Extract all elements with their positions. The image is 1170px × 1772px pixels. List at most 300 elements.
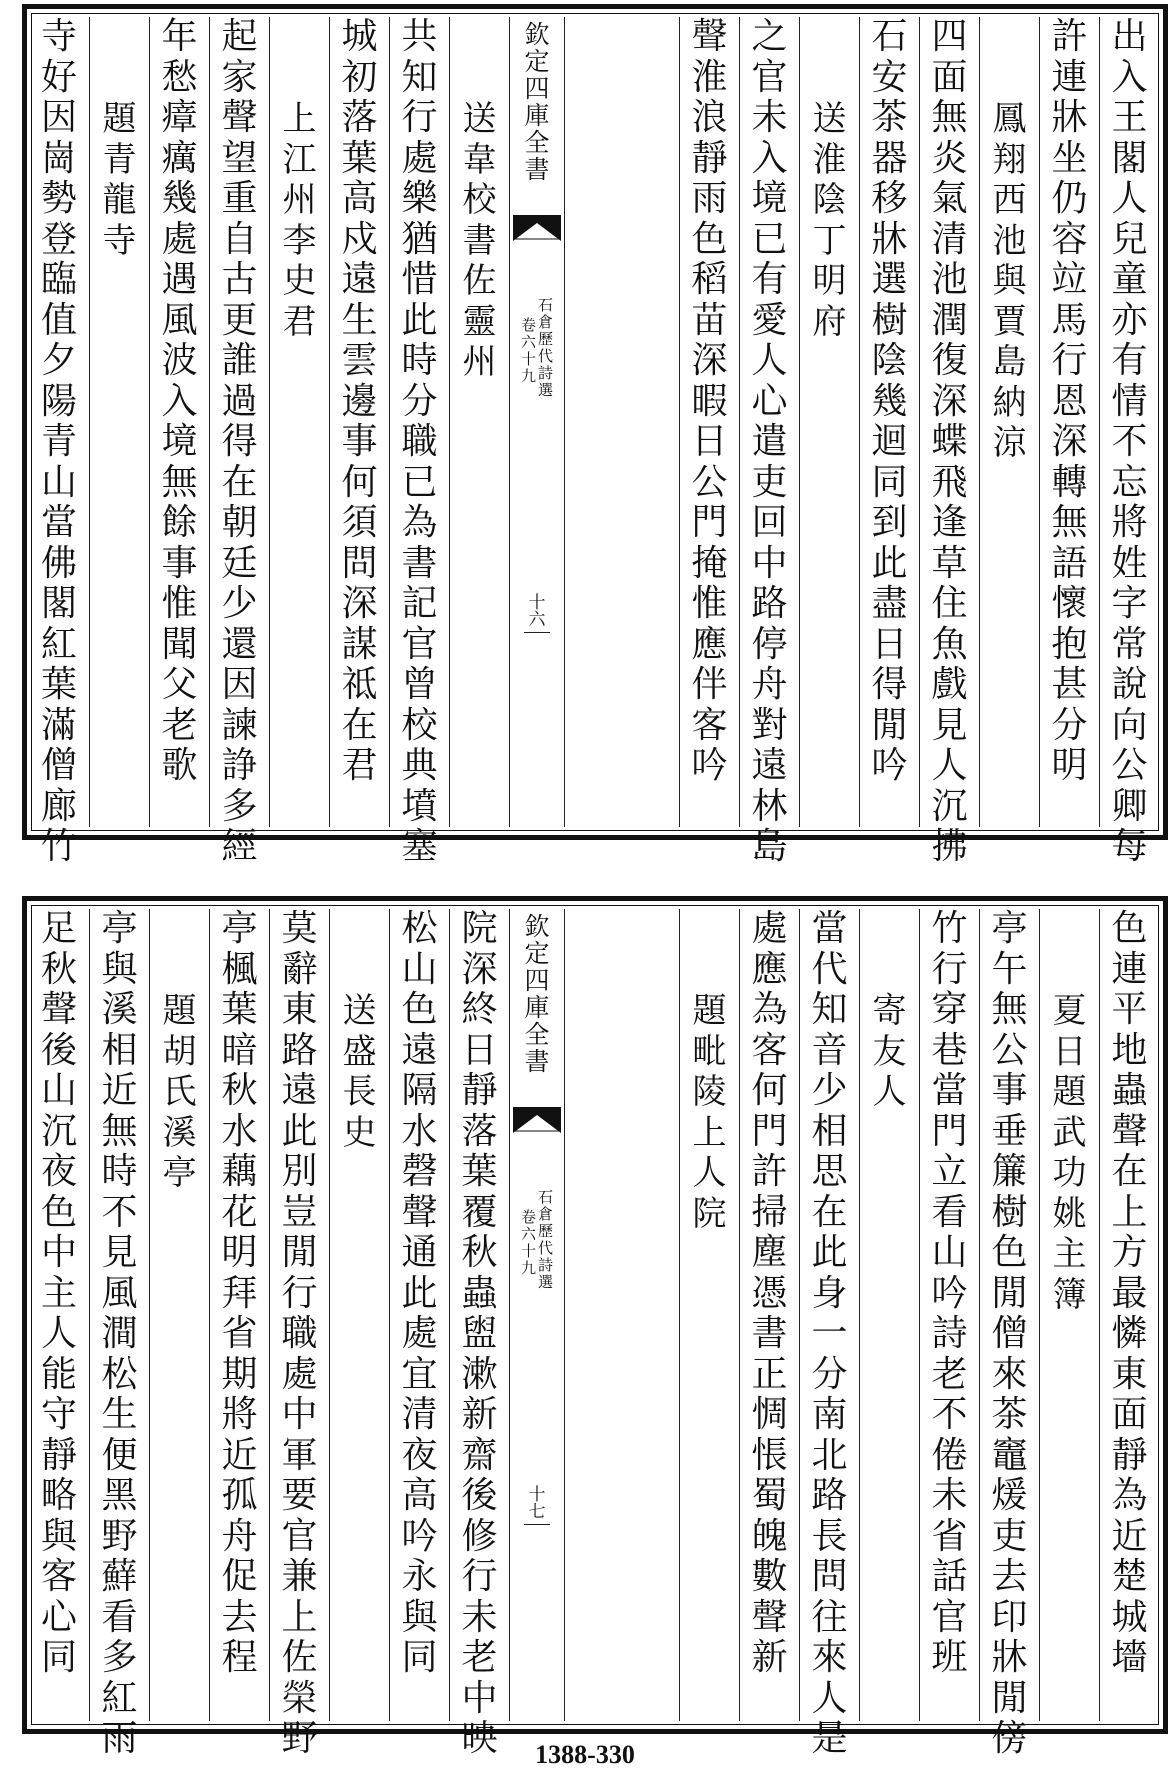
text-glyph: 吟 xyxy=(871,745,908,786)
text-glyph: 後 xyxy=(461,1475,498,1516)
text-glyph: 入 xyxy=(161,380,198,422)
text-glyph: 廷 xyxy=(221,542,258,584)
poem-text-column xyxy=(29,16,89,867)
text-glyph: 移 xyxy=(871,178,908,219)
book-name-char: 詩 xyxy=(538,364,554,382)
text-glyph: 院 xyxy=(692,1193,727,1234)
text-glyph: 夕 xyxy=(40,340,77,381)
text-glyph: 音 xyxy=(811,1029,848,1071)
text-glyph: 閣 xyxy=(40,583,77,624)
text-glyph: 人 xyxy=(1111,178,1148,219)
leaf-number-char: 十 xyxy=(528,1485,546,1505)
text-glyph: 促 xyxy=(221,1556,258,1597)
text-glyph: 此 xyxy=(871,542,908,584)
text-glyph: 校 xyxy=(401,704,438,746)
text-glyph: 地 xyxy=(1111,1029,1148,1071)
text-glyph: 回 xyxy=(751,502,788,543)
text-glyph: 別 xyxy=(281,1151,318,1192)
text-glyph: 馬 xyxy=(1051,299,1088,341)
text-glyph: 平 xyxy=(1111,989,1148,1030)
poem-text-column xyxy=(739,16,799,867)
text-glyph: 路 xyxy=(751,583,788,624)
text-glyph: 胡 xyxy=(162,1031,197,1072)
text-glyph: 吟 xyxy=(401,1515,438,1557)
text-glyph: 過 xyxy=(221,380,258,422)
text-glyph: 客 xyxy=(40,1556,77,1597)
text-glyph: 與 xyxy=(40,1515,77,1557)
leaf-number-char: 十 xyxy=(528,593,546,613)
poem-text-column xyxy=(149,17,209,827)
text-glyph: 史 xyxy=(282,261,317,301)
text-glyph: 吏 xyxy=(991,1515,1028,1557)
text-glyph: 因 xyxy=(40,97,77,138)
text-glyph: 傍 xyxy=(991,1718,1028,1759)
poem-text-column xyxy=(679,17,739,827)
text-glyph: 寄 xyxy=(872,991,907,1031)
text-glyph: 葉 xyxy=(341,137,378,179)
text-glyph: 簾 xyxy=(991,1151,1028,1192)
text-glyph: 浪 xyxy=(691,97,728,138)
text-glyph: 煖 xyxy=(991,1475,1028,1516)
poem-title-column xyxy=(149,909,209,1721)
text-glyph: 有 xyxy=(1111,340,1148,381)
text-glyph: 家 xyxy=(221,56,258,98)
text-glyph: 沉 xyxy=(931,785,968,827)
text-glyph: 癘 xyxy=(161,137,198,179)
text-glyph: 事 xyxy=(161,542,198,584)
text-glyph: 亦 xyxy=(1111,299,1148,341)
text-glyph: 在 xyxy=(811,1191,848,1233)
text-glyph: 去 xyxy=(221,1596,258,1638)
volume-label xyxy=(521,317,536,399)
collection-title-char: 定 xyxy=(524,47,550,76)
text-glyph: 拜 xyxy=(221,1272,258,1314)
text-glyph: 島 xyxy=(751,826,788,867)
text-glyph: 色 xyxy=(401,989,438,1030)
text-glyph: 佐 xyxy=(281,1637,318,1678)
text-glyph: 溪 xyxy=(162,1112,197,1153)
text-glyph: 竹 xyxy=(931,908,968,949)
text-glyph: 主 xyxy=(1052,1234,1087,1274)
text-glyph: 長 xyxy=(342,1072,377,1112)
book-name-char: 代 xyxy=(538,347,554,365)
text-glyph: 祗 xyxy=(341,664,378,705)
text-glyph: 暗 xyxy=(221,1029,258,1071)
text-glyph: 李 xyxy=(282,220,317,261)
text-glyph: 應 xyxy=(691,623,728,665)
text-glyph: 葉 xyxy=(221,989,258,1030)
text-glyph: 茶 xyxy=(991,1394,1028,1435)
text-glyph: 路 xyxy=(811,1475,848,1516)
text-glyph: 中 xyxy=(751,542,788,584)
text-glyph: 代 xyxy=(811,948,848,990)
text-glyph: 好 xyxy=(40,56,77,98)
text-glyph: 長 xyxy=(811,1515,848,1557)
leaf-number xyxy=(510,595,564,633)
text-glyph: 愛 xyxy=(751,299,788,341)
text-glyph: 處 xyxy=(161,218,198,260)
text-glyph: 午 xyxy=(991,948,1028,990)
text-glyph: 不 xyxy=(931,1394,968,1435)
text-glyph: 重 xyxy=(221,178,258,219)
text-glyph: 抱 xyxy=(1051,623,1088,665)
text-glyph: 人 xyxy=(751,340,788,381)
book-name-label xyxy=(538,1189,553,1291)
text-glyph: 餘 xyxy=(161,502,198,543)
text-glyph: 同 xyxy=(871,461,908,503)
text-glyph: 深 xyxy=(931,380,968,422)
text-glyph: 與 xyxy=(101,948,138,990)
poem-text-column xyxy=(1099,909,1159,1721)
fishtail-mark-icon xyxy=(513,1107,561,1133)
text-glyph: 書 xyxy=(462,220,497,261)
text-glyph: 復 xyxy=(931,340,968,381)
text-glyph: 林 xyxy=(751,785,788,827)
text-glyph: 亭 xyxy=(162,1153,197,1193)
text-glyph: 生 xyxy=(101,1394,138,1435)
text-glyph: 色 xyxy=(1111,908,1148,949)
text-glyph: 對 xyxy=(751,704,788,746)
text-glyph: 連 xyxy=(1111,948,1148,990)
text-glyph: 池 xyxy=(931,259,968,300)
volume-char: 十 xyxy=(520,350,536,368)
text-glyph: 翔 xyxy=(992,139,1027,180)
text-glyph: 遠 xyxy=(281,1070,318,1111)
text-glyph: 事 xyxy=(991,1070,1028,1111)
text-glyph: 日 xyxy=(871,623,908,665)
text-glyph: 人 xyxy=(872,1072,907,1112)
text-glyph: 閒 xyxy=(281,1232,318,1273)
text-glyph: 聲 xyxy=(40,989,77,1030)
text-glyph: 澗 xyxy=(101,1313,138,1354)
text-glyph: 草 xyxy=(931,542,968,584)
text-glyph: 近 xyxy=(221,1434,258,1476)
text-glyph: 靜 xyxy=(1111,1434,1148,1476)
text-glyph: 面 xyxy=(931,56,968,98)
text-glyph: 蝶 xyxy=(931,421,968,462)
text-glyph: 中 xyxy=(281,1394,318,1435)
text-glyph: 值 xyxy=(40,299,77,341)
book-name-label xyxy=(538,297,553,399)
text-glyph: 未 xyxy=(461,1596,498,1638)
text-glyph: 魚 xyxy=(931,623,968,665)
text-glyph: 垂 xyxy=(991,1110,1028,1152)
poem-title-column xyxy=(89,17,149,827)
text-glyph: 忘 xyxy=(1111,461,1148,503)
text-glyph: 處 xyxy=(281,1353,318,1395)
text-glyph: 住 xyxy=(931,583,968,624)
text-glyph: 池 xyxy=(992,220,1027,261)
text-glyph: 此 xyxy=(401,1272,438,1314)
text-glyph: 向 xyxy=(1111,704,1148,746)
text-glyph: 魄 xyxy=(751,1515,788,1557)
text-glyph: 問 xyxy=(811,1556,848,1597)
text-glyph: 掃 xyxy=(751,1191,788,1233)
text-glyph: 宜 xyxy=(401,1353,438,1395)
text-glyph: 諍 xyxy=(221,745,258,786)
text-glyph: 山 xyxy=(401,948,438,990)
text-glyph: 將 xyxy=(1111,502,1148,543)
text-glyph: 便 xyxy=(101,1434,138,1476)
text-glyph: 經 xyxy=(221,826,258,867)
text-glyph: 題 xyxy=(692,991,727,1031)
text-glyph: 曾 xyxy=(401,664,438,705)
text-glyph: 雲 xyxy=(341,340,378,381)
text-glyph: 舟 xyxy=(221,1515,258,1557)
text-glyph: 牀 xyxy=(871,218,908,260)
text-glyph: 看 xyxy=(931,1191,968,1233)
text-glyph: 應 xyxy=(751,948,788,990)
text-glyph: 當 xyxy=(40,502,77,543)
text-glyph: 語 xyxy=(1051,542,1088,584)
volume-label xyxy=(521,1209,536,1291)
text-glyph: 古 xyxy=(221,259,258,300)
text-glyph: 去 xyxy=(991,1556,1028,1597)
text-glyph: 為 xyxy=(1111,1475,1148,1516)
text-glyph: 守 xyxy=(40,1394,77,1435)
text-glyph: 王 xyxy=(1111,97,1148,138)
text-glyph: 當 xyxy=(931,1070,968,1111)
center-fold-column xyxy=(509,17,565,827)
text-glyph: 少 xyxy=(221,583,258,624)
text-glyph: 吟 xyxy=(691,745,728,786)
text-glyph: 西 xyxy=(992,180,1027,220)
text-glyph: 葉 xyxy=(461,1151,498,1192)
text-glyph: 老 xyxy=(161,704,198,746)
text-glyph: 朝 xyxy=(221,502,258,543)
poem-text-column xyxy=(1099,16,1159,867)
text-glyph: 姓 xyxy=(1111,542,1148,584)
text-glyph: 行 xyxy=(1051,340,1088,381)
text-glyph: 還 xyxy=(221,623,258,665)
text-glyph: 滿 xyxy=(40,704,77,746)
text-glyph: 遣 xyxy=(751,421,788,462)
text-glyph: 書 xyxy=(401,542,438,584)
text-glyph: 深 xyxy=(341,583,378,624)
text-glyph: 秋 xyxy=(221,1070,258,1111)
text-glyph: 此 xyxy=(281,1110,318,1152)
text-glyph: 選 xyxy=(871,259,908,300)
text-glyph: 少 xyxy=(811,1070,848,1111)
page-footer-number: 1388-330 xyxy=(535,1740,635,1769)
book-name-char: 選 xyxy=(538,1273,554,1291)
text-glyph: 身 xyxy=(811,1272,848,1314)
book-name-char: 代 xyxy=(538,1239,554,1257)
leaf-number-char: 六 xyxy=(528,610,546,630)
text-glyph: 水 xyxy=(401,1110,438,1152)
text-glyph: 松 xyxy=(101,1353,138,1395)
volume-char: 卷 xyxy=(520,316,536,334)
text-glyph: 山 xyxy=(40,461,77,503)
text-glyph: 夜 xyxy=(401,1434,438,1476)
text-glyph: 有 xyxy=(751,259,788,300)
collection-title-char: 欽 xyxy=(524,912,550,941)
text-glyph: 相 xyxy=(811,1110,848,1152)
text-glyph: 東 xyxy=(281,989,318,1030)
text-glyph: 映 xyxy=(461,1718,498,1759)
text-glyph: 塵 xyxy=(751,1232,788,1273)
text-glyph: 門 xyxy=(751,1110,788,1152)
poem-title-column xyxy=(449,17,509,827)
text-glyph: 思 xyxy=(811,1151,848,1192)
text-glyph: 紅 xyxy=(101,1677,138,1719)
text-glyph: 落 xyxy=(461,1110,498,1152)
text-glyph: 當 xyxy=(811,908,848,949)
text-glyph: 在 xyxy=(1111,1151,1148,1192)
text-glyph: 為 xyxy=(401,502,438,543)
text-glyph: 分 xyxy=(811,1353,848,1395)
text-glyph: 不 xyxy=(1111,421,1148,462)
text-glyph: 轉 xyxy=(1051,461,1088,503)
text-glyph: 聞 xyxy=(161,623,198,665)
text-glyph: 雨 xyxy=(101,1718,138,1759)
text-glyph: 秋 xyxy=(40,948,77,990)
text-glyph: 廊 xyxy=(40,785,77,827)
text-glyph: 中 xyxy=(40,1232,77,1273)
text-glyph: 風 xyxy=(161,299,198,341)
text-glyph: 功 xyxy=(1052,1153,1087,1193)
text-glyph: 何 xyxy=(341,461,378,503)
text-glyph: 得 xyxy=(871,664,908,705)
text-glyph: 無 xyxy=(161,461,198,503)
poem-title-column xyxy=(329,909,389,1721)
text-glyph: 送 xyxy=(342,991,377,1031)
text-glyph: 陽 xyxy=(40,380,77,422)
text-glyph: 夜 xyxy=(40,1151,77,1192)
text-glyph: 秋 xyxy=(461,1232,498,1273)
text-glyph: 方 xyxy=(1111,1232,1148,1273)
poem-title-column xyxy=(799,17,859,827)
text-glyph: 高 xyxy=(401,1475,438,1516)
text-glyph: 容 xyxy=(1051,218,1088,260)
text-glyph: 送 xyxy=(812,99,847,139)
text-glyph: 閣 xyxy=(1111,137,1148,179)
text-glyph: 幾 xyxy=(871,380,908,422)
text-glyph: 南 xyxy=(811,1394,848,1435)
text-glyph: 班 xyxy=(931,1637,968,1678)
text-glyph: 寺 xyxy=(102,220,137,261)
text-glyph: 辭 xyxy=(281,948,318,990)
text-glyph: 停 xyxy=(751,623,788,665)
text-glyph: 青 xyxy=(102,139,137,180)
text-glyph: 公 xyxy=(691,461,728,503)
text-glyph: 無 xyxy=(931,97,968,138)
volume-char: 九 xyxy=(520,367,536,385)
text-glyph: 初 xyxy=(341,56,378,98)
text-glyph: 陰 xyxy=(871,340,908,381)
text-glyph: 靈 xyxy=(462,301,497,342)
text-glyph: 江 xyxy=(282,139,317,180)
text-glyph: 蟲 xyxy=(1111,1070,1148,1111)
poem-text-column xyxy=(269,908,329,1759)
text-glyph: 與 xyxy=(401,1596,438,1638)
text-glyph: 靜 xyxy=(461,1070,498,1111)
poem-title-column xyxy=(269,17,329,827)
text-glyph: 稻 xyxy=(691,259,728,300)
text-glyph: 同 xyxy=(401,1637,438,1678)
text-glyph: 門 xyxy=(691,502,728,543)
text-glyph: 州 xyxy=(282,180,317,220)
top-page-panel xyxy=(22,4,1168,867)
text-glyph: 與 xyxy=(992,261,1027,301)
text-glyph: 知 xyxy=(401,56,438,98)
collection-title-char: 定 xyxy=(524,939,550,968)
poem-text-column xyxy=(209,16,269,867)
book-name-char: 選 xyxy=(538,381,554,399)
volume-char: 卷 xyxy=(520,1208,536,1226)
poem-text-column xyxy=(29,909,89,1721)
text-glyph: 心 xyxy=(40,1596,77,1638)
text-glyph: 之 xyxy=(751,16,788,57)
text-glyph: 話 xyxy=(931,1556,968,1597)
text-glyph: 來 xyxy=(991,1353,1028,1395)
text-glyph: 更 xyxy=(221,299,258,341)
text-glyph: 終 xyxy=(461,989,498,1030)
text-glyph: 無 xyxy=(101,1110,138,1152)
text-glyph: 豈 xyxy=(281,1191,318,1233)
text-glyph: 城 xyxy=(341,16,378,57)
text-glyph: 莫 xyxy=(281,908,318,949)
text-glyph: 竹 xyxy=(40,826,77,867)
collection-title-char: 全 xyxy=(524,1020,550,1049)
text-glyph: 塞 xyxy=(401,826,438,867)
text-glyph: 潤 xyxy=(931,299,968,341)
text-glyph: 聲 xyxy=(401,1191,438,1233)
text-glyph: 職 xyxy=(281,1313,318,1354)
book-name-char: 倉 xyxy=(538,1205,554,1223)
text-glyph: 人 xyxy=(811,1677,848,1719)
poem-text-column xyxy=(979,908,1039,1759)
leaf-number xyxy=(510,1487,564,1525)
text-glyph: 新 xyxy=(751,1637,788,1678)
text-glyph: 炎 xyxy=(931,137,968,179)
text-glyph: 漱 xyxy=(461,1353,498,1395)
text-glyph: 府 xyxy=(812,301,847,342)
text-glyph: 瘴 xyxy=(161,97,198,138)
text-glyph: 新 xyxy=(461,1394,498,1435)
text-glyph: 日 xyxy=(1052,1031,1087,1072)
text-glyph: 竈 xyxy=(991,1434,1028,1476)
text-glyph: 閒 xyxy=(991,1272,1028,1314)
text-glyph: 詩 xyxy=(931,1313,968,1354)
text-glyph: 明 xyxy=(812,261,847,301)
text-glyph: 遠 xyxy=(341,259,378,300)
text-glyph: 惆 xyxy=(751,1394,788,1435)
text-glyph: 山 xyxy=(40,1070,77,1111)
volume-char: 六 xyxy=(520,1225,536,1243)
text-glyph: 懷 xyxy=(1051,583,1088,624)
text-glyph: 山 xyxy=(931,1232,968,1273)
text-glyph: 聲 xyxy=(1111,1110,1148,1152)
text-glyph: 起 xyxy=(221,16,258,57)
text-glyph: 韋 xyxy=(462,139,497,180)
poem-text-column xyxy=(89,908,149,1759)
text-glyph: 看 xyxy=(101,1596,138,1638)
text-glyph: 黑 xyxy=(101,1475,138,1516)
text-glyph: 沉 xyxy=(40,1110,77,1152)
text-glyph: 青 xyxy=(40,421,77,462)
text-glyph: 樂 xyxy=(401,178,438,219)
text-glyph: 官 xyxy=(401,623,438,665)
text-glyph: 官 xyxy=(751,56,788,98)
poem-title-column xyxy=(679,909,739,1721)
collection-title xyxy=(510,913,564,1075)
text-glyph: 亭 xyxy=(221,908,258,949)
text-glyph: 人 xyxy=(40,1313,77,1354)
text-glyph: 色 xyxy=(40,1191,77,1233)
text-glyph: 近 xyxy=(101,1070,138,1111)
text-glyph: 蘚 xyxy=(101,1556,138,1597)
